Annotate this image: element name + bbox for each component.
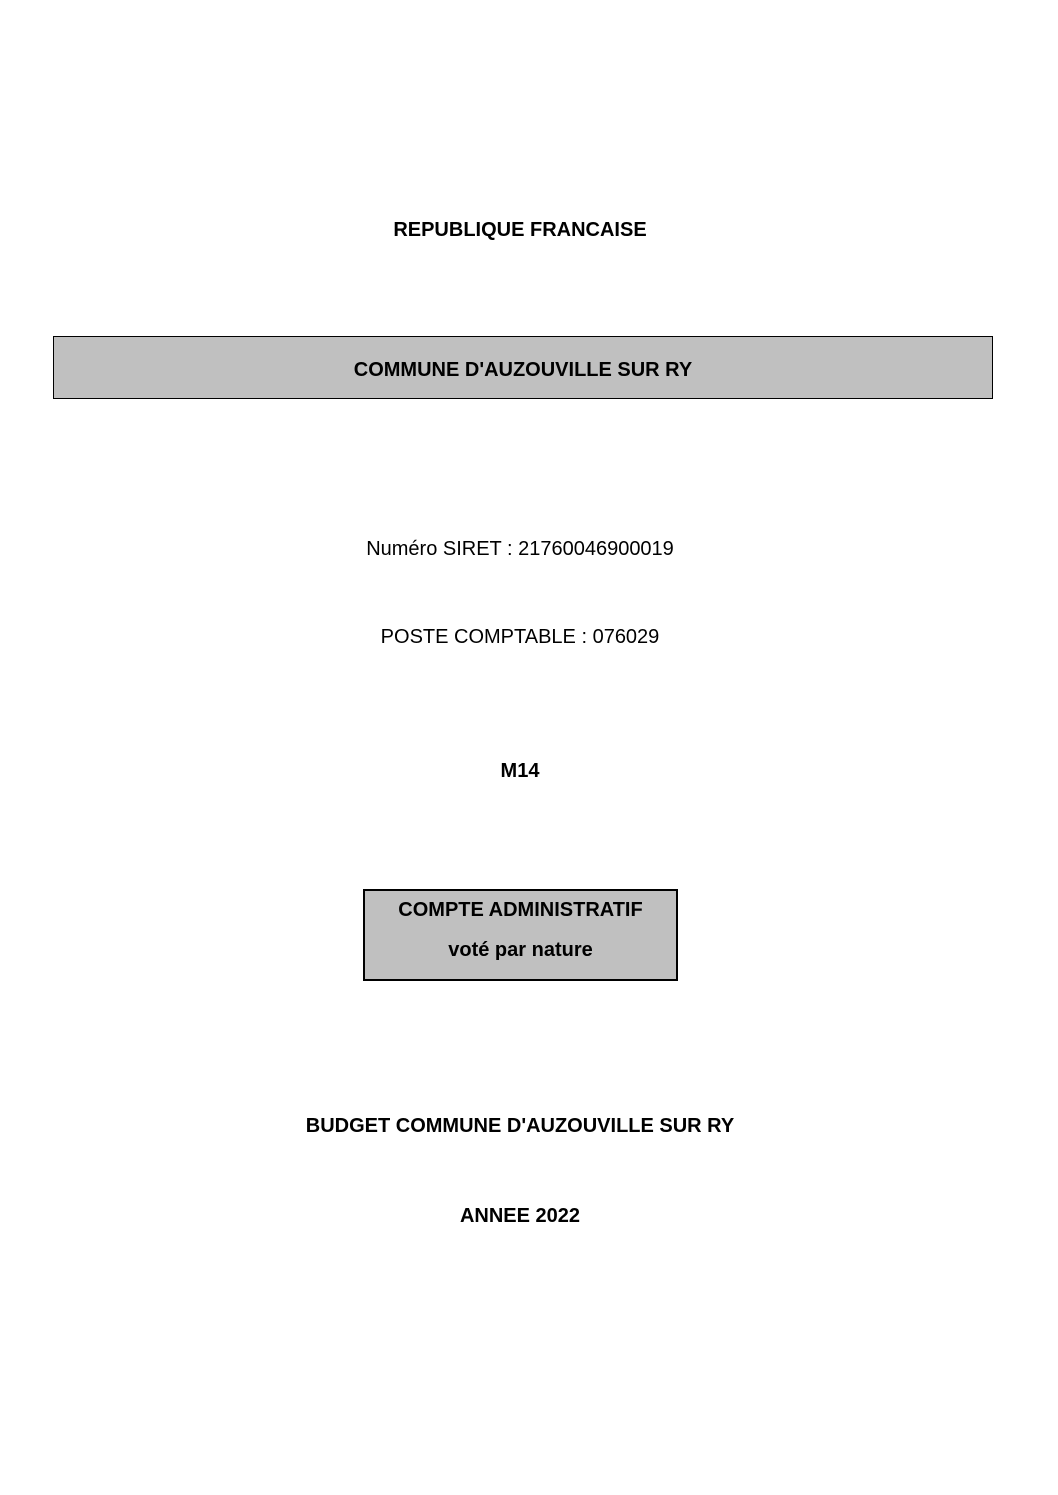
siret-number: Numéro SIRET : 21760046900019 xyxy=(366,538,674,560)
poste-comptable: POSTE COMPTABLE : 076029 xyxy=(380,626,660,648)
year-label: ANNEE 2022 xyxy=(459,1205,581,1227)
budget-label: BUDGET COMMUNE D'AUZOUVILLE SUR RY xyxy=(305,1115,735,1137)
commune-name: COMMUNE D'AUZOUVILLE SUR RY xyxy=(353,359,693,381)
document-type-title: COMPTE ADMINISTRATIF xyxy=(398,899,643,921)
country-heading: REPUBLIQUE FRANCAISE xyxy=(393,219,647,241)
document-type-box xyxy=(363,889,678,981)
document-type-subtitle: voté par nature xyxy=(448,939,593,961)
nomenclature-label: M14 xyxy=(500,760,540,782)
commune-banner xyxy=(53,336,993,399)
